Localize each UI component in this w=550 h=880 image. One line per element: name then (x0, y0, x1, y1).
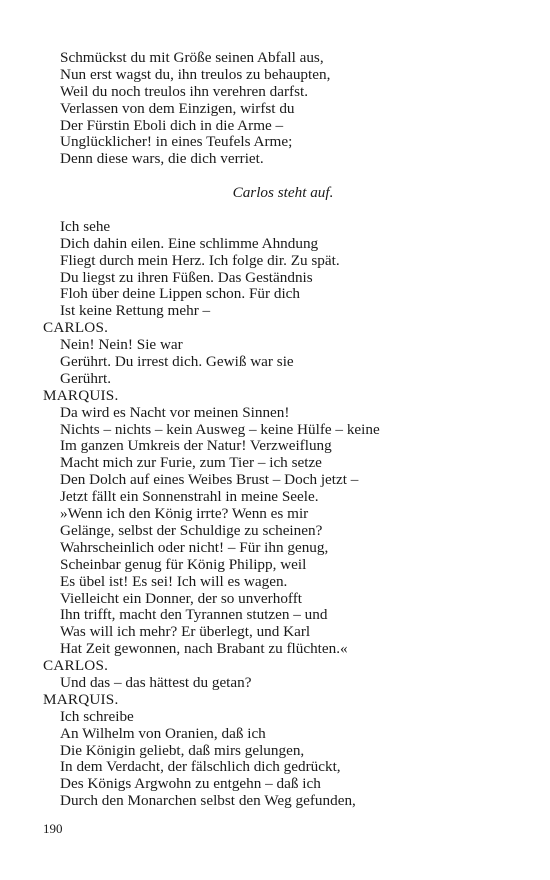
speaker-name: MARQUIS. (43, 690, 119, 708)
page-number: 190 (43, 821, 63, 836)
verse-line: Floh über deine Lippen schon. Für dich (60, 285, 301, 303)
verse-line: Nichts – nichts – kein Ausweg – keine Hülfe – keine (60, 420, 380, 438)
verse-line: Gerührt. (60, 369, 112, 387)
verse-line: Scheinbar genug für König Philipp, weil (60, 555, 307, 573)
verse-line: Gerührt. Du irrest dich. Gewiß war sie (60, 353, 294, 371)
verse-line: Ihn trifft, macht den Tyrannen stutzen – und (60, 606, 328, 624)
verse-line: Die Königin geliebt, daß mirs gelungen, (60, 741, 305, 759)
verse-line: Weil du noch treulos ihn verehren darfst. (60, 82, 309, 100)
speaker-name: CARLOS. (43, 657, 109, 675)
verse-line: Ich sehe (60, 217, 111, 235)
verse-line: Wahrscheinlich oder nicht! – Für ihn genug, (60, 538, 329, 556)
speaker-name: MARQUIS. (43, 386, 119, 404)
verse-line: Jetzt fällt ein Sonnenstrahl in meine Seele. (60, 488, 319, 506)
verse-line: Verlassen von dem Einzigen, wirfst du (60, 99, 295, 117)
verse-line: Fliegt durch mein Herz. Ich folge dir. Zu spät. (60, 251, 340, 269)
verse-line: Der Fürstin Eboli dich in die Arme – (60, 116, 284, 134)
verse-line: An Wilhelm von Oranien, daß ich (60, 724, 266, 742)
verse-line: Nun erst wagst du, ihn treulos zu behaupten, (60, 65, 331, 83)
verse-line: In dem Verdacht, der fälschlich dich gedrückt, (60, 758, 341, 776)
blank-line (43, 202, 523, 219)
verse-line: Es übel ist! Es sei! Ich will es wagen. (60, 572, 288, 590)
speaker-name: CARLOS. (43, 319, 109, 337)
verse-line: Denn diese wars, die dich verriet. (60, 150, 264, 168)
verse-line: Durch den Monarchen selbst den Weg gefunden, (60, 792, 356, 810)
verse-line: Den Dolch auf eines Weibes Brust – Doch jetzt – (60, 471, 359, 489)
verse-line: Dich dahin eilen. Eine schlimme Ahndung (60, 234, 319, 252)
verse-line: Und das – das hättest du getan? (60, 673, 252, 691)
verse-line: Was will ich mehr? Er überlegt, und Karl (60, 623, 311, 641)
verse-line: Schmückst du mit Größe seinen Abfall aus, (60, 49, 324, 66)
verse-line: Macht mich zur Furie, zum Tier – ich setze (60, 454, 322, 472)
verse-line: Im ganzen Umkreis der Natur! Verzweiflung (60, 437, 332, 455)
verse-line: Des Königs Argwohn zu entgehn – daß ich (60, 775, 321, 793)
verse-line: »Wenn ich den König irrte? Wenn es mir (60, 505, 309, 523)
verse-line: Gelänge, selbst der Schuldige zu scheinen? (60, 521, 323, 539)
verse-line: Nein! Nein! Sie war (60, 336, 183, 354)
verse-line: Ist keine Rettung mehr – (60, 302, 211, 320)
verse-line: Du liegst zu ihren Füßen. Das Geständnis (60, 268, 313, 286)
verse-line: Unglücklicher! in eines Teufels Arme; (60, 133, 293, 151)
stage-direction: Carlos steht auf. (232, 184, 334, 202)
verse-line: Vielleicht ein Donner, der so unverhofft (60, 589, 302, 607)
verse-line: Ich schreibe (60, 707, 134, 725)
verse-line: Hat Zeit gewonnen, nach Brabant zu flüchten.« (60, 640, 348, 658)
play-text (43, 50, 523, 810)
blank-line (43, 168, 523, 185)
verse-line: Da wird es Nacht vor meinen Sinnen! (60, 403, 290, 421)
